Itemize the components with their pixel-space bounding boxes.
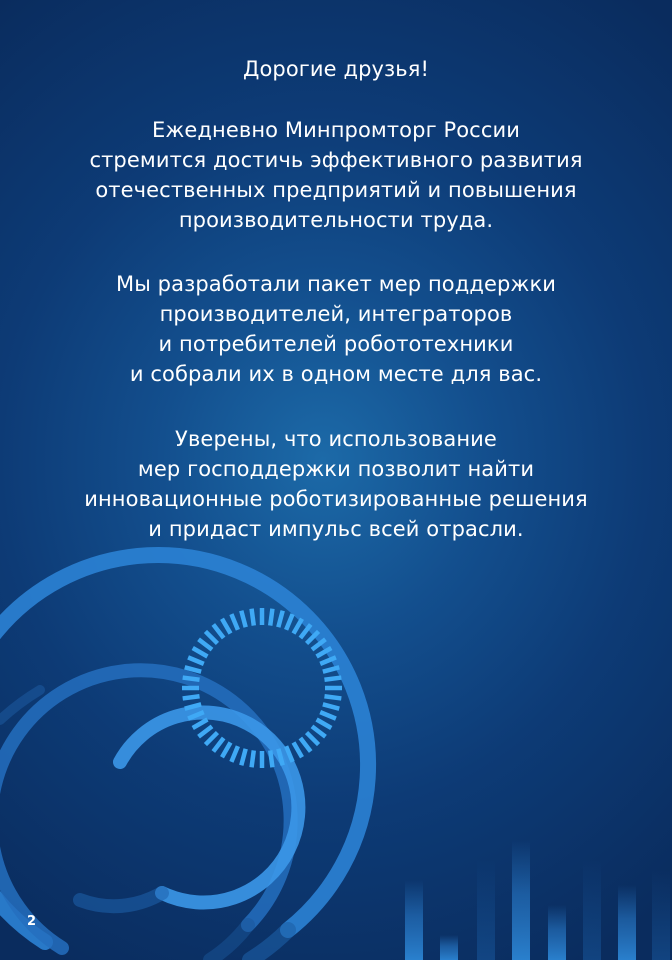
- concentric-arcs-icon: [0, 555, 368, 960]
- ring-tick: [188, 657, 204, 664]
- ring-tick: [213, 738, 223, 751]
- ring-tick: [252, 609, 254, 626]
- ring-tick: [231, 746, 238, 762]
- paragraph-line: инновационные роботизированные решения: [84, 487, 588, 511]
- ring-tick: [323, 667, 339, 671]
- paragraph-line: и придаст импульс всей отрасли.: [148, 517, 524, 541]
- paragraph-line: Уверены, что использование: [175, 427, 497, 451]
- ring-tick: [294, 743, 303, 758]
- ring-tick: [324, 678, 341, 680]
- ring-tick: [183, 678, 200, 680]
- ring-tick: [270, 609, 272, 626]
- greeting-text: Дорогие друзья!: [242, 57, 430, 81]
- ring-tick: [286, 614, 293, 630]
- ring-tick: [213, 625, 223, 638]
- bar-silhouette-icon: [405, 840, 670, 960]
- ring-tick: [222, 619, 231, 634]
- ring-tick: [205, 631, 217, 643]
- paragraph-line: и потребителей робототехники: [158, 332, 514, 356]
- page-number: 2: [27, 914, 37, 929]
- ring-tick: [193, 720, 208, 729]
- ring-tick: [307, 733, 319, 745]
- ring-tick: [278, 611, 282, 627]
- ring-tick: [241, 611, 245, 627]
- paragraph-line: производителей, интеграторов: [159, 302, 513, 326]
- paragraph-line: производительности труда.: [178, 208, 494, 232]
- paragraph-line: стремится достичь эффективного развития: [89, 148, 583, 172]
- paragraph-line: Мы разработали пакет мер поддержки: [116, 272, 556, 296]
- ring-tick: [312, 726, 325, 736]
- ring-tick: [270, 750, 272, 767]
- ring-tick: [317, 720, 332, 729]
- ring-tick: [222, 743, 231, 758]
- ring-tick: [205, 733, 217, 745]
- ring-tick: [324, 696, 341, 698]
- ring-tick: [323, 704, 339, 708]
- ring-tick: [300, 738, 310, 751]
- ring-tick: [231, 614, 238, 630]
- ring-tick: [183, 696, 200, 698]
- ring-tick: [294, 619, 303, 634]
- paragraph-line: Ежедневно Минпромторг России: [152, 118, 520, 142]
- ring-tick: [199, 726, 212, 736]
- paragraph-line: и собрали их в одном месте для вас.: [129, 362, 543, 386]
- paragraph-line: мер господдержки позволит найти: [137, 457, 535, 481]
- ring-tick: [199, 639, 212, 649]
- paragraph-line: отечественных предприятий и повышения: [95, 178, 577, 202]
- ring-tick: [193, 648, 208, 657]
- ring-tick: [241, 749, 245, 765]
- ring-tick: [320, 712, 336, 719]
- ring-tick: [252, 750, 254, 767]
